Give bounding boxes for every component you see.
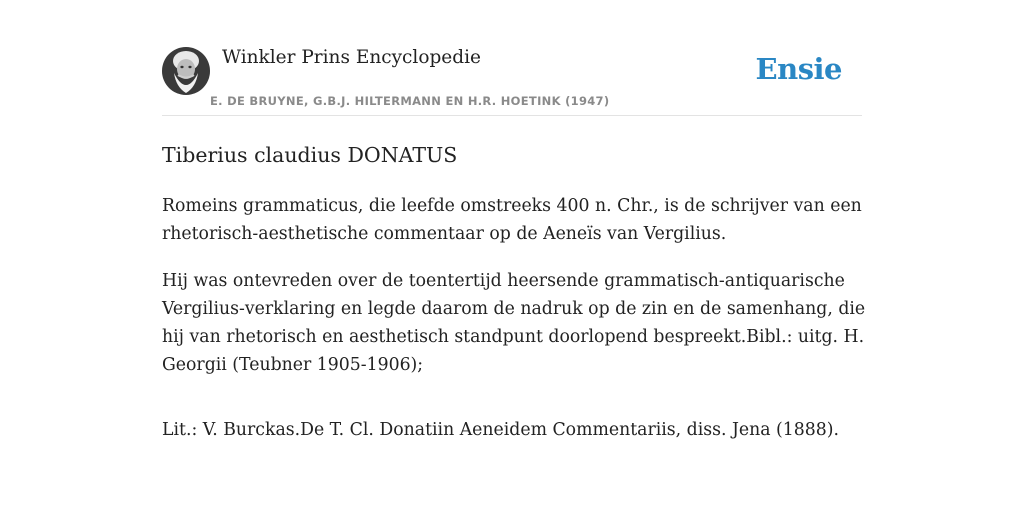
article-body: [162, 192, 867, 463]
brand-logo[interactable]: Ensie: [755, 52, 842, 86]
article-paragraph: Romeins grammaticus, die leefde omstreeks 400 n. Chr., is de schrijver van een rhetorisch-aesthetische commentaar op de Aeneïs van Vergilius.: [162, 196, 862, 244]
header-divider: [162, 115, 862, 116]
publication-title[interactable]: Winkler Prins Encyclopedie: [222, 47, 481, 68]
author-avatar[interactable]: [162, 47, 210, 95]
literature-reference: Lit.: V. Burckas.De T. Cl. Donatiin Aeneidem Commentariis, diss. Jena (1888).: [162, 420, 839, 440]
bearded-man-portrait-icon: [162, 47, 210, 95]
article-paragraph: Hij was ontevreden over de toentertijd heersende grammatisch-antiquarische Vergilius-verklaring en legde daarom de nadruk op de zin en de samenhang, die hij van rhetorisch en aesthetisch standpunt doorlopend bespreekt.Bibl.: uitg. H. Georgii (Teubner 1905-1906);: [162, 271, 866, 375]
publication-authors: E. DE BRUYNE, G.B.J. HILTERMANN EN H.R. HOETINK (1947): [210, 94, 610, 108]
site-header: [162, 46, 862, 116]
article-title: Tiberius claudius DONATUS: [162, 143, 458, 167]
